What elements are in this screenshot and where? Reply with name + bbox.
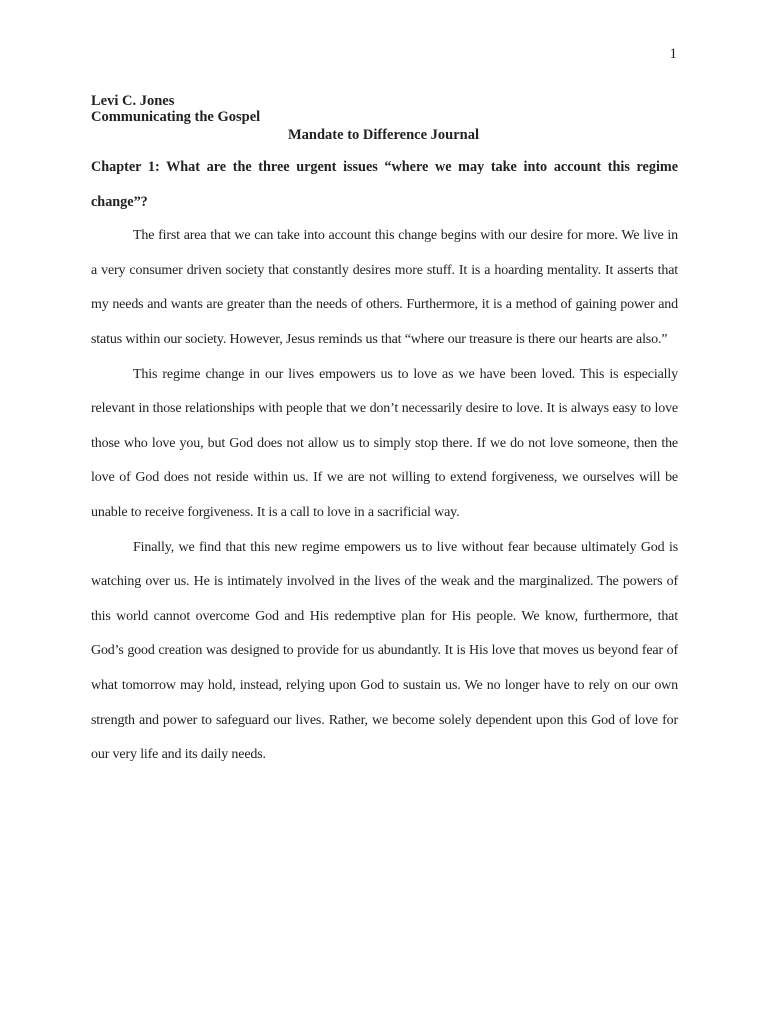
document-title: Mandate to Difference Journal (287, 127, 479, 143)
body-paragraph: This regime change in our lives empowers us to love as we have been loved. This is especially relevant in those relationships with people that we don’t necessarily desire to love. It is always easy to love those who love you, but God does not allow us to simply stop there. If we do not love someone, then the love of God does not reside within us. If we are not willing to extend forgiveness, we ourselves will be unable to receive forgiveness. It is a call to love in a sacrificial way. (91, 366, 678, 520)
chapter-heading: Chapter 1: What are the three urgent issues “where we may take into account this regime change”? (91, 159, 678, 210)
document-body (91, 150, 678, 773)
author-name: Levi C. Jones (91, 93, 175, 109)
document-header (91, 93, 676, 143)
page-number: 1 (669, 46, 677, 62)
body-paragraph: The first area that we can take into account this change begins with our desire for more. We live in a very consumer driven society that constantly desires more stuff. It is a hoarding mentality. It asserts that my needs and wants are greater than the needs of others. Furthermore, it is a method of gaining power and status within our society. However, Jesus reminds us that “where our treasure is there our hearts are also.” (91, 228, 678, 347)
course-name: Communicating the Gospel (91, 109, 261, 125)
body-paragraph: Finally, we find that this new regime empowers us to live without fear because ultimately God is watching over us. He is intimately involved in the lives of the weak and the marginalized. The powers of this world cannot overcome God and His redemptive plan for His people. We know, furthermore, that God’s good creation was designed to provide for us abundantly. It is His love that moves us beyond fear of what tomorrow may hold, instead, relying upon God to sustain us. We no longer have to rely on our own strength and power to safeguard our lives. Rather, we become solely dependent upon this God of love for our very life and its daily needs. (91, 539, 678, 763)
